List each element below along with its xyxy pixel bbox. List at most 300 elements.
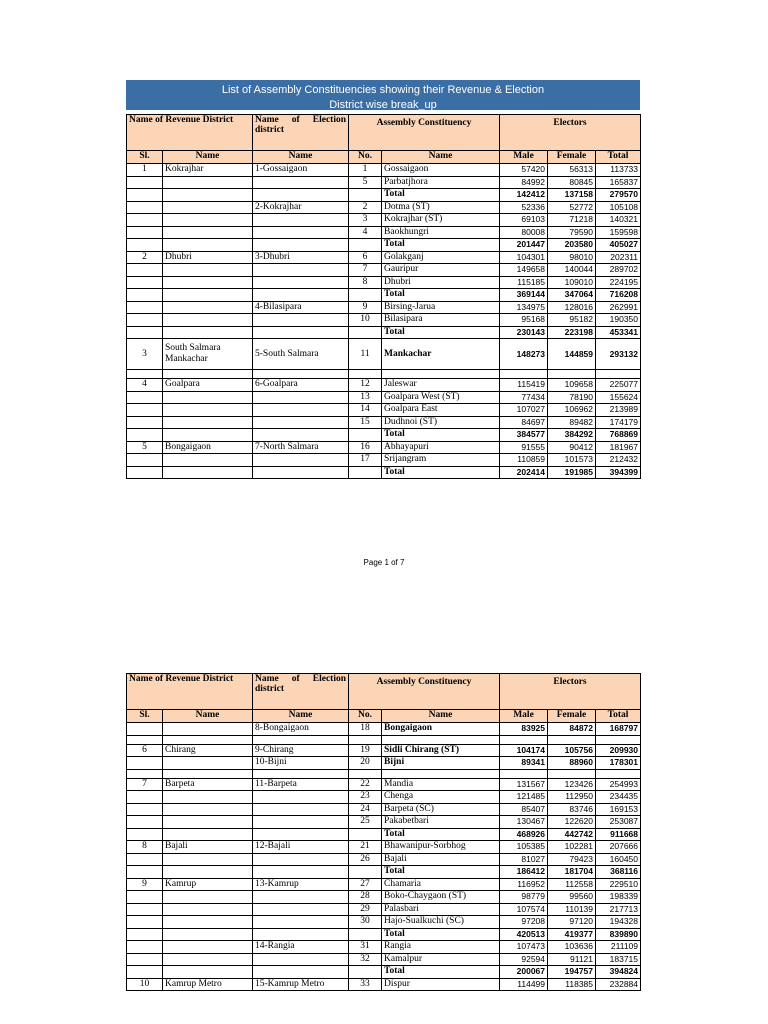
no-header: No. xyxy=(349,151,382,164)
sl-cell xyxy=(127,853,163,866)
total-electors-cell: 232884 xyxy=(596,978,641,991)
total-electors-cell: 262991 xyxy=(596,301,641,314)
empty-cell xyxy=(163,370,253,379)
election-district-cell: 3-Dhubri xyxy=(253,251,349,264)
female-electors-cell: 123426 xyxy=(548,778,596,791)
sl-cell xyxy=(127,301,163,314)
page-2-section xyxy=(126,673,640,991)
spacer-row xyxy=(127,735,641,744)
revenue-district-cell: Kamrup Metro xyxy=(163,978,253,991)
female-electors-cell: 95182 xyxy=(548,314,596,327)
total-electors-cell: 190350 xyxy=(596,314,641,327)
male-electors-cell: 52336 xyxy=(500,201,548,214)
total-electors-cell: 368116 xyxy=(596,866,641,879)
revenue-district-cell xyxy=(163,391,253,404)
constituency-name-cell: Total xyxy=(382,429,500,442)
constituency-no-cell: 27 xyxy=(349,878,382,891)
table-row xyxy=(127,778,641,791)
constituency-no-cell: 11 xyxy=(349,339,382,370)
election-district-cell: 11-Barpeta xyxy=(253,778,349,791)
election-district-cell xyxy=(253,239,349,252)
constituency-no-cell xyxy=(349,326,382,339)
female-electors-cell: 101573 xyxy=(548,454,596,467)
sl-cell: 4 xyxy=(127,379,163,392)
male-electors-cell: 369144 xyxy=(500,289,548,302)
total-electors-cell: 159598 xyxy=(596,226,641,239)
sl-cell xyxy=(127,201,163,214)
male-electors-cell: 134975 xyxy=(500,301,548,314)
male-electors-cell: 85407 xyxy=(500,803,548,816)
election-district-cell xyxy=(253,176,349,189)
revenue-district-cell xyxy=(163,189,253,202)
constituency-no-cell: 4 xyxy=(349,226,382,239)
female-electors-cell: 90412 xyxy=(548,441,596,454)
constituency-name-cell: Total xyxy=(382,866,500,879)
female-electors-cell: 110139 xyxy=(548,903,596,916)
election-district-cell xyxy=(253,454,349,467)
total-electors-cell: 839890 xyxy=(596,928,641,941)
sl-cell xyxy=(127,757,163,770)
revenue-district-cell: Kokrajhar xyxy=(163,164,253,177)
total-electors-cell: 211109 xyxy=(596,941,641,954)
sl-cell: 10 xyxy=(127,978,163,991)
election-district-cell: 9-Chirang xyxy=(253,744,349,757)
table-row xyxy=(127,466,641,479)
total-electors-cell: 113733 xyxy=(596,164,641,177)
female-electors-cell: 102281 xyxy=(548,841,596,854)
revenue-district-cell: Dhubri xyxy=(163,251,253,264)
table-row xyxy=(127,391,641,404)
empty-cell xyxy=(253,370,349,379)
revenue-district-cell xyxy=(163,416,253,429)
constituency-no-cell: 1 xyxy=(349,164,382,177)
sl-cell xyxy=(127,816,163,829)
revenue-district-cell xyxy=(163,454,253,467)
sl-cell xyxy=(127,239,163,252)
sl-cell xyxy=(127,953,163,966)
female-electors-cell: 442742 xyxy=(548,828,596,841)
constituency-no-cell: 23 xyxy=(349,791,382,804)
total-electors-cell: 207666 xyxy=(596,841,641,854)
female-electors-cell: 79590 xyxy=(548,226,596,239)
male-electors-cell: 148273 xyxy=(500,339,548,370)
table-title-line-2: District wise break_up xyxy=(329,99,437,111)
constituency-name-cell: Bijni xyxy=(382,757,500,770)
male-electors-cell: 97208 xyxy=(500,916,548,929)
female-electors-cell: 88960 xyxy=(548,757,596,770)
sl-cell xyxy=(127,828,163,841)
empty-cell xyxy=(253,769,349,778)
constituency-no-cell: 9 xyxy=(349,301,382,314)
constituency-name-cell: Bhawanipur-Sorbhog xyxy=(382,841,500,854)
female-header: Female xyxy=(548,151,596,164)
table-row xyxy=(127,757,641,770)
sl-cell: 1 xyxy=(127,164,163,177)
total-electors-cell: 105108 xyxy=(596,201,641,214)
male-electors-cell: 131567 xyxy=(500,778,548,791)
election-name-header: Name xyxy=(253,151,349,164)
female-electors-cell: 118385 xyxy=(548,978,596,991)
constituency-name-cell: Chamaria xyxy=(382,878,500,891)
table-row xyxy=(127,189,641,202)
constituency-no-cell xyxy=(349,239,382,252)
revenue-district-cell: Kamrup xyxy=(163,878,253,891)
ac-name-header: Name xyxy=(382,151,500,164)
total-electors-cell: 394824 xyxy=(596,966,641,979)
female-electors-cell: 347064 xyxy=(548,289,596,302)
constituency-name-cell: Dotma (ST) xyxy=(382,201,500,214)
total-electors-cell: 224195 xyxy=(596,276,641,289)
spacer-row xyxy=(127,769,641,778)
female-electors-cell: 97120 xyxy=(548,916,596,929)
assembly-constituency-header: Assembly Constituency xyxy=(349,674,500,710)
constituency-name-cell: Mankachar xyxy=(382,339,500,370)
constituency-name-cell: Total xyxy=(382,928,500,941)
constituency-name-cell: Kamalpur xyxy=(382,953,500,966)
sl-header: Sl. xyxy=(127,151,163,164)
revenue-district-cell xyxy=(163,314,253,327)
constituency-table-2 xyxy=(126,673,641,991)
table-row xyxy=(127,164,641,177)
constituency-name-cell: Sidli Chirang (ST) xyxy=(382,744,500,757)
election-district-cell xyxy=(253,314,349,327)
electors-header: Electors xyxy=(500,674,641,710)
total-electors-cell: 155624 xyxy=(596,391,641,404)
sl-cell xyxy=(127,176,163,189)
election-district-cell xyxy=(253,966,349,979)
total-electors-cell: 716208 xyxy=(596,289,641,302)
female-electors-cell: 191985 xyxy=(548,466,596,479)
female-electors-cell: 112558 xyxy=(548,878,596,891)
revenue-district-cell xyxy=(163,853,253,866)
total-electors-cell: 293132 xyxy=(596,339,641,370)
male-electors-cell: 107027 xyxy=(500,404,548,417)
revenue-district-cell xyxy=(163,404,253,417)
constituency-name-cell: Jaleswar xyxy=(382,379,500,392)
header-row-2 xyxy=(127,710,641,723)
revenue-district-cell xyxy=(163,791,253,804)
table-row xyxy=(127,416,641,429)
empty-cell xyxy=(163,769,253,778)
revenue-district-cell: Chirang xyxy=(163,744,253,757)
sl-cell xyxy=(127,264,163,277)
election-district-header: Name of Election district xyxy=(253,674,349,710)
sl-cell: 2 xyxy=(127,251,163,264)
election-district-cell xyxy=(253,866,349,879)
female-electors-cell: 56313 xyxy=(548,164,596,177)
constituency-no-cell: 30 xyxy=(349,916,382,929)
election-name-header: Name xyxy=(253,710,349,723)
sl-cell xyxy=(127,326,163,339)
constituency-no-cell: 8 xyxy=(349,276,382,289)
constituency-name-cell: Abhayapuri xyxy=(382,441,500,454)
female-electors-cell: 89482 xyxy=(548,416,596,429)
total-electors-cell: 225077 xyxy=(596,379,641,392)
female-electors-cell: 84872 xyxy=(548,723,596,736)
electors-header: Electors xyxy=(500,115,641,151)
sl-cell xyxy=(127,966,163,979)
election-district-cell xyxy=(253,891,349,904)
constituency-no-cell: 2 xyxy=(349,201,382,214)
male-electors-cell: 420513 xyxy=(500,928,548,941)
female-electors-cell: 103636 xyxy=(548,941,596,954)
constituency-name-cell: Pakabetbari xyxy=(382,816,500,829)
sl-cell xyxy=(127,791,163,804)
election-district-cell xyxy=(253,276,349,289)
male-header: Male xyxy=(500,710,548,723)
constituency-no-cell: 17 xyxy=(349,454,382,467)
total-electors-cell: 160450 xyxy=(596,853,641,866)
table-row xyxy=(127,903,641,916)
total-electors-cell: 229510 xyxy=(596,878,641,891)
empty-cell xyxy=(500,370,548,379)
sl-cell xyxy=(127,454,163,467)
revenue-name-header: Name xyxy=(163,710,253,723)
constituency-no-cell: 25 xyxy=(349,816,382,829)
sl-cell xyxy=(127,803,163,816)
sl-cell xyxy=(127,928,163,941)
election-district-cell xyxy=(253,326,349,339)
total-electors-cell: 178301 xyxy=(596,757,641,770)
constituency-no-cell: 13 xyxy=(349,391,382,404)
male-electors-cell: 107574 xyxy=(500,903,548,916)
male-electors-cell: 84992 xyxy=(500,176,548,189)
male-electors-cell: 107473 xyxy=(500,941,548,954)
election-district-cell xyxy=(253,264,349,277)
sl-cell xyxy=(127,314,163,327)
constituency-name-cell: Total xyxy=(382,466,500,479)
total-electors-cell: 453341 xyxy=(596,326,641,339)
male-electors-cell: 77434 xyxy=(500,391,548,404)
empty-cell xyxy=(548,370,596,379)
male-electors-cell: 121485 xyxy=(500,791,548,804)
female-electors-cell: 144859 xyxy=(548,339,596,370)
revenue-district-cell xyxy=(163,723,253,736)
revenue-district-cell xyxy=(163,757,253,770)
table-title xyxy=(126,80,640,110)
total-electors-cell: 181967 xyxy=(596,441,641,454)
female-electors-cell: 419377 xyxy=(548,928,596,941)
revenue-district-cell xyxy=(163,226,253,239)
constituency-name-cell: Goalpara East xyxy=(382,404,500,417)
constituency-name-cell: Srijangram xyxy=(382,454,500,467)
header-row-1 xyxy=(127,115,641,151)
constituency-no-cell xyxy=(349,429,382,442)
ac-name-header: Name xyxy=(382,710,500,723)
constituency-name-cell: Total xyxy=(382,239,500,252)
constituency-name-cell: Dhubri xyxy=(382,276,500,289)
constituency-name-cell: Bongaigaon xyxy=(382,723,500,736)
sl-cell xyxy=(127,903,163,916)
male-electors-cell: 142412 xyxy=(500,189,548,202)
empty-cell xyxy=(596,370,641,379)
election-district-cell xyxy=(253,903,349,916)
total-electors-cell: 253087 xyxy=(596,816,641,829)
male-electors-cell: 84697 xyxy=(500,416,548,429)
empty-cell xyxy=(127,735,163,744)
total-electors-cell: 168797 xyxy=(596,723,641,736)
male-electors-cell: 115185 xyxy=(500,276,548,289)
total-electors-cell: 169153 xyxy=(596,803,641,816)
male-electors-cell: 186412 xyxy=(500,866,548,879)
revenue-district-cell xyxy=(163,326,253,339)
revenue-district-cell xyxy=(163,866,253,879)
revenue-district-cell xyxy=(163,466,253,479)
total-header: Total xyxy=(596,710,641,723)
sl-cell: 6 xyxy=(127,744,163,757)
revenue-district-cell xyxy=(163,239,253,252)
election-district-cell xyxy=(253,226,349,239)
no-header: No. xyxy=(349,710,382,723)
male-electors-cell: 201447 xyxy=(500,239,548,252)
constituency-name-cell: Birsing-Jarua xyxy=(382,301,500,314)
empty-cell xyxy=(500,769,548,778)
table-row xyxy=(127,276,641,289)
revenue-district-cell xyxy=(163,176,253,189)
revenue-district-cell xyxy=(163,816,253,829)
sl-cell xyxy=(127,289,163,302)
constituency-name-cell: Chenga xyxy=(382,791,500,804)
table-row xyxy=(127,891,641,904)
empty-cell xyxy=(163,735,253,744)
revenue-district-cell xyxy=(163,803,253,816)
table-row xyxy=(127,454,641,467)
empty-cell xyxy=(127,769,163,778)
sl-cell xyxy=(127,916,163,929)
male-header: Male xyxy=(500,151,548,164)
election-district-header: Name of Election district xyxy=(253,115,349,151)
revenue-district-cell xyxy=(163,214,253,227)
total-electors-cell: 217713 xyxy=(596,903,641,916)
table-row xyxy=(127,816,641,829)
empty-cell xyxy=(500,735,548,744)
male-electors-cell: 115419 xyxy=(500,379,548,392)
female-electors-cell: 181704 xyxy=(548,866,596,879)
constituency-name-cell: Total xyxy=(382,189,500,202)
male-electors-cell: 230143 xyxy=(500,326,548,339)
male-electors-cell: 95168 xyxy=(500,314,548,327)
table-row xyxy=(127,853,641,866)
revenue-district-cell xyxy=(163,828,253,841)
sl-header: Sl. xyxy=(127,710,163,723)
table-row xyxy=(127,841,641,854)
constituency-no-cell: 18 xyxy=(349,723,382,736)
table-row xyxy=(127,828,641,841)
table-row xyxy=(127,404,641,417)
constituency-no-cell xyxy=(349,866,382,879)
total-electors-cell: 911668 xyxy=(596,828,641,841)
total-electors-cell: 234435 xyxy=(596,791,641,804)
table-row xyxy=(127,379,641,392)
table-row xyxy=(127,744,641,757)
election-district-cell xyxy=(253,828,349,841)
table-row xyxy=(127,978,641,991)
female-electors-cell: 99560 xyxy=(548,891,596,904)
total-electors-cell: 165837 xyxy=(596,176,641,189)
total-electors-cell: 202311 xyxy=(596,251,641,264)
empty-cell xyxy=(382,769,500,778)
table-row xyxy=(127,226,641,239)
empty-cell xyxy=(382,370,500,379)
constituency-no-cell: 10 xyxy=(349,314,382,327)
revenue-district-cell xyxy=(163,953,253,966)
table-row xyxy=(127,339,641,370)
constituency-name-cell: Kokrajhar (ST) xyxy=(382,214,500,227)
empty-cell xyxy=(349,769,382,778)
election-district-cell xyxy=(253,953,349,966)
table-row xyxy=(127,176,641,189)
total-header: Total xyxy=(596,151,641,164)
header-row-1 xyxy=(127,674,641,710)
election-district-cell xyxy=(253,466,349,479)
table-row xyxy=(127,239,641,252)
male-electors-cell: 91555 xyxy=(500,441,548,454)
constituency-no-cell: 33 xyxy=(349,978,382,991)
sl-cell xyxy=(127,391,163,404)
male-electors-cell: 80008 xyxy=(500,226,548,239)
female-electors-cell: 194757 xyxy=(548,966,596,979)
constituency-name-cell: Total xyxy=(382,326,500,339)
constituency-no-cell: 12 xyxy=(349,379,382,392)
male-electors-cell: 92594 xyxy=(500,953,548,966)
constituency-no-cell: 31 xyxy=(349,941,382,954)
constituency-no-cell: 20 xyxy=(349,757,382,770)
empty-cell xyxy=(548,735,596,744)
female-electors-cell: 109658 xyxy=(548,379,596,392)
constituency-no-cell: 24 xyxy=(349,803,382,816)
revenue-district-cell: South Salmara Mankachar xyxy=(163,339,253,370)
constituency-name-cell: Goalpara West (ST) xyxy=(382,391,500,404)
election-district-cell xyxy=(253,391,349,404)
constituency-name-cell: Barpeta (SC) xyxy=(382,803,500,816)
table-row xyxy=(127,289,641,302)
constituency-name-cell: Boko-Chaygaon (ST) xyxy=(382,891,500,904)
constituency-name-cell: Golakganj xyxy=(382,251,500,264)
sl-cell: 8 xyxy=(127,841,163,854)
male-electors-cell: 83925 xyxy=(500,723,548,736)
table-row xyxy=(127,264,641,277)
total-electors-cell: 254993 xyxy=(596,778,641,791)
constituency-name-cell: Parbatjhora xyxy=(382,176,500,189)
total-electors-cell: 174179 xyxy=(596,416,641,429)
constituency-no-cell xyxy=(349,928,382,941)
constituency-no-cell: 5 xyxy=(349,176,382,189)
sl-cell xyxy=(127,189,163,202)
revenue-district-cell xyxy=(163,301,253,314)
election-district-cell: 2-Kokrajhar xyxy=(253,201,349,214)
revenue-district-header: Name of Revenue District xyxy=(127,674,253,710)
female-electors-cell: 203580 xyxy=(548,239,596,252)
sl-cell: 7 xyxy=(127,778,163,791)
election-district-cell: 8-Bongaigaon xyxy=(253,723,349,736)
election-district-cell: 6-Goalpara xyxy=(253,379,349,392)
constituency-no-cell: 15 xyxy=(349,416,382,429)
total-electors-cell: 212432 xyxy=(596,454,641,467)
male-electors-cell: 468926 xyxy=(500,828,548,841)
sl-cell: 3 xyxy=(127,339,163,370)
sl-cell xyxy=(127,214,163,227)
male-electors-cell: 57420 xyxy=(500,164,548,177)
female-electors-cell: 83746 xyxy=(548,803,596,816)
election-district-cell: 5-South Salmara xyxy=(253,339,349,370)
constituency-no-cell: 3 xyxy=(349,214,382,227)
total-electors-cell: 279570 xyxy=(596,189,641,202)
empty-cell xyxy=(253,735,349,744)
total-electors-cell: 768869 xyxy=(596,429,641,442)
female-electors-cell: 79423 xyxy=(548,853,596,866)
revenue-district-cell xyxy=(163,916,253,929)
election-district-cell: 4-Bilasipara xyxy=(253,301,349,314)
